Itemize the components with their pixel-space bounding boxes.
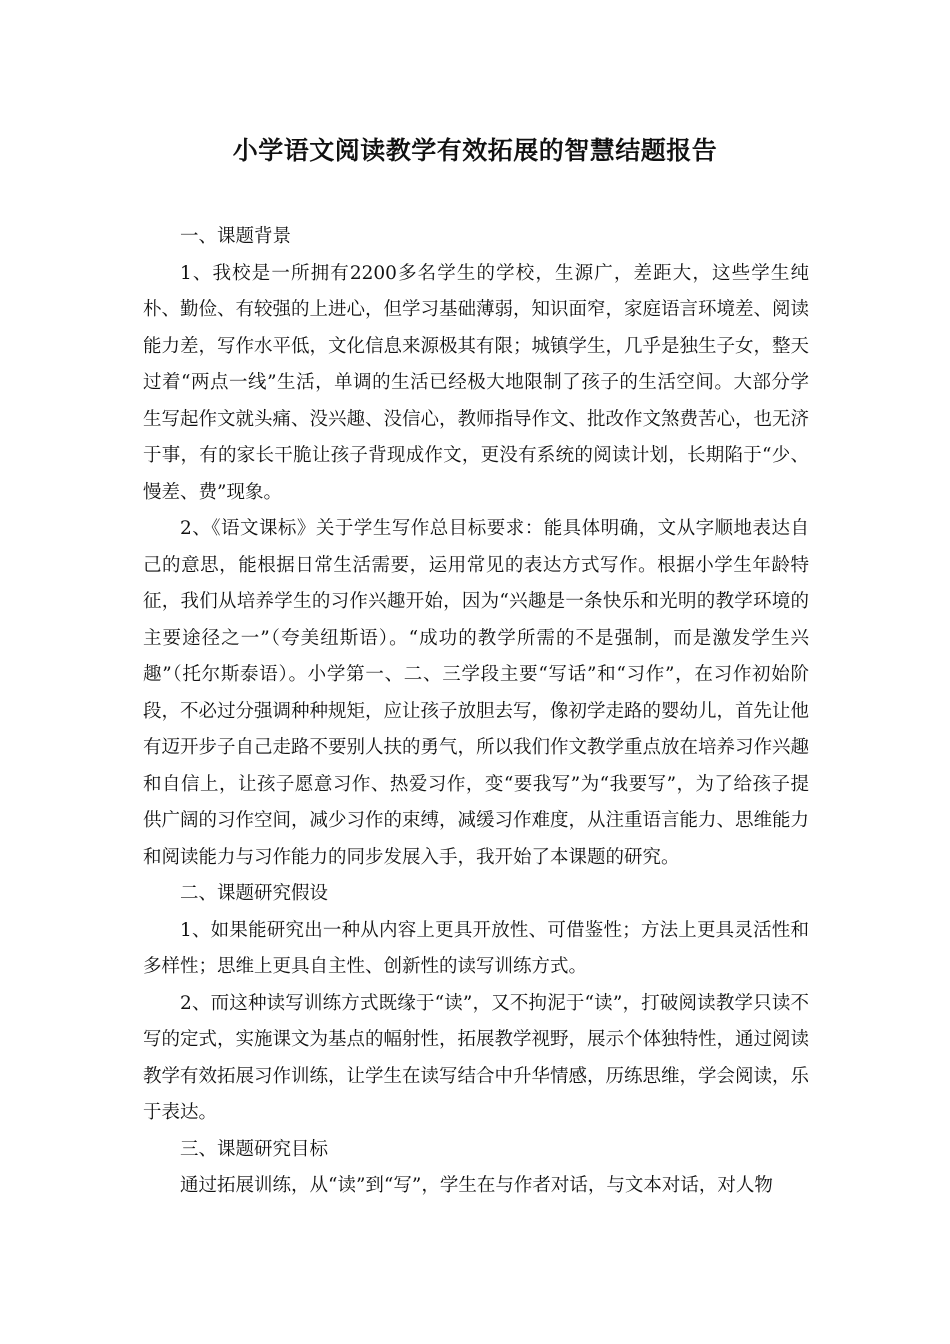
paragraph-background-1: 1、我校是一所拥有2200多名学生的学校，生源广，差距大，这些学生纯朴、勤俭、有较强的上进心，但学习基础薄弱，知识面窄，家庭语言环境差、阅读能力差，写作水平低，文化信息来源极其有限；城镇学生，几乎是独生子女，整天过着“两点一线”生活，单调的生活已经极大地限制了孩子的生活空间。大部分学生写起作文就头痛、没兴趣、没信心，教师指导作文、批改作文煞费苦心，也无济于事，有的家长干脆让孩子背现成作文，更没有系统的阅读计划，长期陷于“少、慢差、费”现象。 (143, 262, 810, 503)
section-heading-goals: 三、课题研究目标 (180, 1138, 329, 1160)
paragraph-hypothesis-1: 1、如果能研究出一种从内容上更具开放性、可借鉴性；方法上更具灵活性和多样性；思维上更具自主性、创新性的读写训练方式。 (143, 919, 809, 977)
document-body (143, 219, 809, 1205)
paragraph-background-2: 2、《语文课标》关于学生写作总目标要求：能具体明确，文从字顺地表达自己的意思，能根据日常生活需要，运用常见的表达方式写作。根据小学生年龄特征，我们从培养学生的习作兴趣开始，因为“兴趣是一条快乐和光明的教学环境的主要途径之一”（夸美纽斯语）。“成功的教学所需的不是强制，而是激发学生兴趣”（托尔斯泰语）。小学第一、二、三学段主要“写话”和“习作”，在习作初始阶段，不必过分强调种种规矩，应让孩子放胆去写，像初学走路的婴幼儿，首先让他有迈开步子自己走路不要别人扶的勇气，所以我们作文教学重点放在培养习作兴趣和自信上，让孩子愿意习作、热爱习作，变“要我写”为“我要写”，为了给孩子提供广阔的习作空间，减少习作的束缚，减缓习作难度，从注重语言能力、思维能力和阅读能力与习作能力的同步发展入手，我开始了本课题的研究。 (143, 518, 810, 868)
section-heading-background: 一、课题背景 (180, 226, 292, 247)
paragraph-goals-1: 通过拓展训练，从“读”到“写”，学生在与作者对话，与文本对话，对人物 (180, 1175, 773, 1196)
section-heading-hypothesis: 二、课题研究假设 (180, 883, 329, 904)
paragraph-hypothesis-2: 2、而这种读写训练方式既缘于“读”，又不拘泥于“读”，打破阅读教学只读不写的定式，实施课文为基点的幅射性，拓展教学视野，展示个体独特性，通过阅读教学有效拓展习作训练，让学生在读写结合中升华情感，历练思维，学会阅读，乐于表达。 (143, 992, 810, 1123)
document-title: 小学语文阅读教学有效拓展的智慧结题报告 (232, 136, 718, 165)
